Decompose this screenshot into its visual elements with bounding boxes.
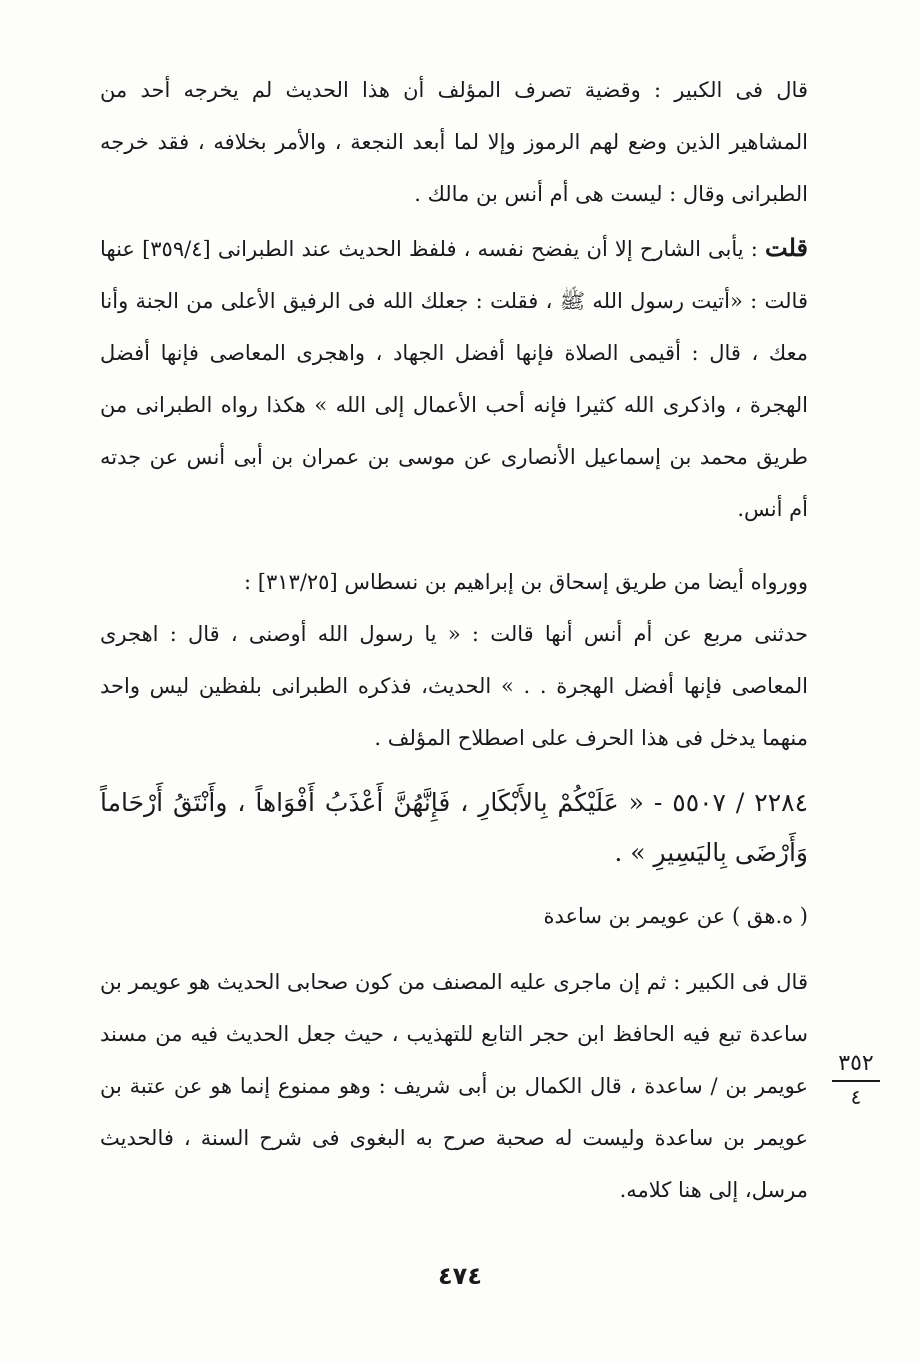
paragraph-kabir-commentary [100, 64, 808, 220]
paragraph-hadith-quote [100, 608, 808, 764]
hadith-attribution [100, 890, 808, 942]
paragraph-text: حدثنى مربع عن أم أنس أنها قالت : « يا رسول الله أوصنى ، قال : اهجرى المعاصى فإنها أفضل الهجرة . . » الحديث، فذكره الطبرانى بلفظين ليس واحد منهما يدخل فى هذا الحرف على اصطلاح المؤلف . [100, 622, 808, 750]
margin-ref-page: ٣٥٢ [838, 1051, 874, 1076]
paragraph-text: قال فى الكبير : وقضية تصرف المؤلف أن هذا الحديث لم يخرجه أحد من المشاهير الذين وضع لهم الرموز وإلا لما أبعد النجعة ، والأمر بخلافه ، فقد خرجه الطبرانى وقال : ليست هى أم أنس بن مالك . [100, 78, 808, 206]
paragraph-second-chain [100, 556, 808, 608]
margin-ref-divider [832, 1080, 880, 1082]
paragraph-text: وورواه أيضا من طريق إسحاق بن إبراهيم بن نسطاس [٣١٣/٢٥] : [244, 570, 808, 594]
margin-volume-reference [828, 1050, 884, 1110]
qultu-lead-word: قلت [765, 233, 808, 262]
page-number: ٤٧٤ [438, 1262, 482, 1290]
paragraph-final-commentary [100, 956, 808, 1216]
paragraph-qultu [100, 222, 808, 535]
hadith-text: ٢٢٨٤ / ٥٥٠٧ - « عَلَيْكُمْ بِالأَبْكَارِ ، فَإِنَّهُنَّ أَعْذَبُ أَفْوَاهاً ، وأَنْتَقُ أَرْحَاماً وَأَرْضَى بِاليَسِيرِ » . [100, 788, 808, 867]
hadith-entry [100, 778, 808, 878]
paragraph-text [100, 222, 808, 535]
paragraph-text: قال فى الكبير : ثم إن ماجرى عليه المصنف من كون صحابى الحديث هو عويمر بن ساعدة تبع فيه الحافظ ابن حجر التابع للتهذيب ، حيث جعل الحديث فيه من مسند عويمر بن / ساعدة ، قال الكمال بن أبى شريف : وهو ممنوع إنما هو عن عتبة بن عويمر بن ساعدة وليست له صحبة صرح به البغوى فى شرح السنة ، فالحديث مرسل، إلى هنا كلامه. [100, 970, 808, 1202]
attribution-text: ( ه.هق ) عن عويمر بن ساعدة [543, 904, 808, 928]
margin-ref-volume: ٤ [850, 1085, 862, 1109]
qultu-body: : يأبى الشارح إلا أن يفضح نفسه ، فلفظ الحديث عند الطبرانى [٣٥٩/٤] عنها قالت : «أتيت رسول الله ﷺ ، فقلت : جعلك الله فى الرفيق الأعلى من الجنة وأنا معك ، قال : أقيمى الصلاة فإنها أفضل الجهاد ، واهجرى المعاصى فإنها أفضل الهجرة ، واذكرى الله كثيرا فإنه أحب الأعمال إلى الله » هكذا رواه الطبرانى من طريق محمد بن إسماعيل الأنصارى عن موسى بن عمران بن أبى أنس عن جدته أم أنس. [100, 237, 808, 521]
